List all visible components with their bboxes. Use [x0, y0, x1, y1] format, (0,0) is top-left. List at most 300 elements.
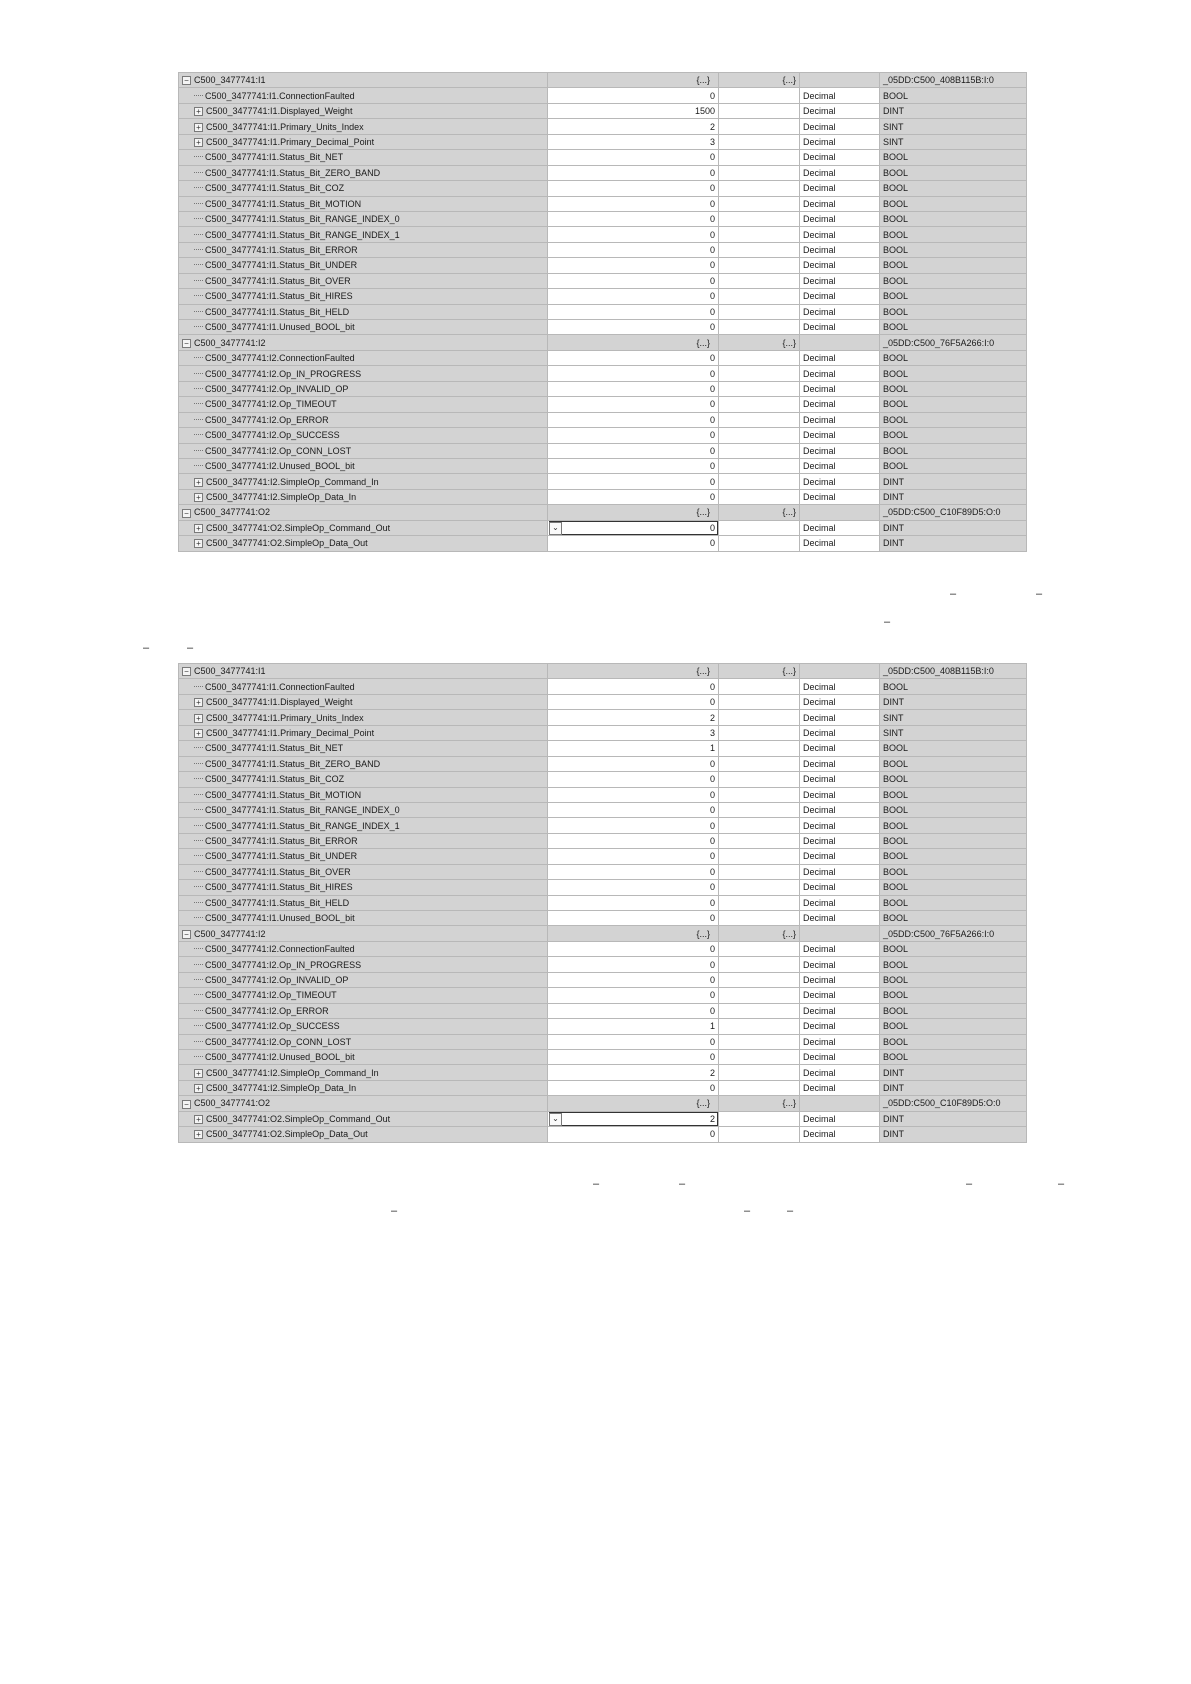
expand-icon[interactable]: + [194, 138, 203, 147]
tag-name-cell[interactable] [179, 196, 548, 211]
tag-value-cell[interactable] [548, 756, 719, 771]
expand-icon[interactable]: + [194, 698, 203, 707]
force-mask-cell[interactable] [719, 988, 800, 1003]
force-mask-cell[interactable] [719, 165, 800, 180]
tag-row[interactable] [179, 1034, 1027, 1049]
tag-row[interactable] [179, 150, 1027, 165]
display-style-cell[interactable]: Decimal [800, 895, 880, 910]
force-mask-cell[interactable] [719, 489, 800, 504]
display-style-cell[interactable]: Decimal [800, 941, 880, 956]
force-mask-cell[interactable]: {...} [719, 664, 800, 679]
display-style-cell[interactable]: Decimal [800, 818, 880, 833]
tag-row[interactable] [179, 1003, 1027, 1018]
force-mask-cell[interactable]: {...} [719, 505, 800, 520]
tag-value-cell[interactable] [548, 818, 719, 833]
expand-icon[interactable]: + [194, 1130, 203, 1139]
force-mask-cell[interactable] [719, 972, 800, 987]
display-style-cell[interactable]: Decimal [800, 474, 880, 489]
tag-row[interactable] [179, 941, 1027, 956]
tag-row[interactable] [179, 474, 1027, 489]
force-mask-cell[interactable] [719, 1080, 800, 1095]
tag-group-row[interactable] [179, 926, 1027, 941]
tag-value-cell[interactable] [548, 725, 719, 740]
tag-name-cell[interactable] [179, 428, 548, 443]
tag-name-cell[interactable] [179, 864, 548, 879]
tag-value-cell[interactable] [548, 88, 719, 103]
tag-row[interactable] [179, 134, 1027, 149]
tag-name-cell[interactable] [179, 957, 548, 972]
tag-name-cell[interactable] [179, 350, 548, 365]
tag-name-cell[interactable] [179, 756, 548, 771]
tag-row[interactable] [179, 458, 1027, 473]
tag-value-cell[interactable] [548, 165, 719, 180]
display-style-cell[interactable]: Decimal [800, 833, 880, 848]
tag-value-cell[interactable] [548, 489, 719, 504]
display-style-cell[interactable]: Decimal [800, 165, 880, 180]
tag-group-row[interactable] [179, 335, 1027, 350]
tag-value-cell[interactable] [548, 849, 719, 864]
tag-value-cell[interactable] [548, 428, 719, 443]
collapse-icon[interactable]: − [182, 1100, 191, 1109]
tag-row[interactable] [179, 242, 1027, 257]
tag-value-cell[interactable] [548, 505, 719, 520]
tag-value-cell[interactable] [548, 520, 719, 535]
tag-value-cell[interactable] [548, 412, 719, 427]
tag-row[interactable] [179, 833, 1027, 848]
tag-name-cell[interactable] [179, 1049, 548, 1064]
display-style-cell[interactable] [800, 335, 880, 350]
force-mask-cell[interactable] [719, 710, 800, 725]
tag-row[interactable] [179, 304, 1027, 319]
tag-value-cell[interactable] [548, 710, 719, 725]
force-mask-cell[interactable] [719, 304, 800, 319]
force-mask-cell[interactable] [719, 880, 800, 895]
tag-name-cell[interactable] [179, 926, 548, 941]
display-style-cell[interactable]: Decimal [800, 802, 880, 817]
force-mask-cell[interactable] [719, 957, 800, 972]
force-mask-cell[interactable] [719, 1049, 800, 1064]
display-style-cell[interactable]: Decimal [800, 443, 880, 458]
tag-row[interactable] [179, 895, 1027, 910]
force-mask-cell[interactable] [719, 895, 800, 910]
tag-group-row[interactable] [179, 1096, 1027, 1111]
tag-row[interactable] [179, 772, 1027, 787]
tag-row[interactable] [179, 227, 1027, 242]
collapse-icon[interactable]: − [182, 930, 191, 939]
tag-value-cell[interactable] [548, 320, 719, 335]
display-style-cell[interactable]: Decimal [800, 880, 880, 895]
display-style-cell[interactable]: Decimal [800, 258, 880, 273]
tag-value-cell[interactable] [548, 103, 719, 118]
tag-name-cell[interactable] [179, 988, 548, 1003]
tag-name-cell[interactable] [179, 849, 548, 864]
force-mask-cell[interactable] [719, 412, 800, 427]
force-mask-cell[interactable] [719, 381, 800, 396]
tag-value-cell[interactable] [548, 242, 719, 257]
tag-name-cell[interactable] [179, 710, 548, 725]
display-style-cell[interactable]: Decimal [800, 1111, 880, 1126]
tag-value-cell[interactable] [548, 335, 719, 350]
expand-icon[interactable]: + [194, 539, 203, 548]
display-style-cell[interactable]: Decimal [800, 428, 880, 443]
tag-value-cell[interactable] [548, 211, 719, 226]
dropdown-icon[interactable]: ⌄ [549, 1113, 562, 1126]
tag-value-cell[interactable] [548, 941, 719, 956]
force-mask-cell[interactable] [719, 1003, 800, 1018]
tag-name-cell[interactable] [179, 741, 548, 756]
display-style-cell[interactable]: Decimal [800, 520, 880, 535]
tag-row[interactable] [179, 818, 1027, 833]
tag-name-cell[interactable] [179, 88, 548, 103]
force-mask-cell[interactable] [719, 474, 800, 489]
display-style-cell[interactable]: Decimal [800, 756, 880, 771]
tag-name-cell[interactable] [179, 520, 548, 535]
force-mask-cell[interactable] [719, 196, 800, 211]
tag-row[interactable] [179, 756, 1027, 771]
tag-name-cell[interactable] [179, 320, 548, 335]
display-style-cell[interactable]: Decimal [800, 864, 880, 879]
dropdown-icon[interactable]: ⌄ [549, 522, 562, 535]
force-mask-cell[interactable] [719, 741, 800, 756]
display-style-cell[interactable] [800, 505, 880, 520]
collapse-icon[interactable]: − [182, 509, 191, 518]
display-style-cell[interactable]: Decimal [800, 741, 880, 756]
display-style-cell[interactable]: Decimal [800, 289, 880, 304]
tag-name-cell[interactable] [179, 458, 548, 473]
tag-value-cell[interactable] [548, 895, 719, 910]
force-mask-cell[interactable] [719, 520, 800, 535]
display-style-cell[interactable]: Decimal [800, 1034, 880, 1049]
tag-row[interactable] [179, 181, 1027, 196]
tag-row[interactable] [179, 489, 1027, 504]
force-mask-cell[interactable] [719, 1111, 800, 1126]
tag-value-cell[interactable] [548, 1080, 719, 1095]
force-mask-cell[interactable] [719, 289, 800, 304]
force-mask-cell[interactable] [719, 787, 800, 802]
tag-row[interactable] [179, 397, 1027, 412]
tag-name-cell[interactable] [179, 489, 548, 504]
force-mask-cell[interactable] [719, 397, 800, 412]
tag-name-cell[interactable] [179, 1034, 548, 1049]
tag-value-cell[interactable] [548, 273, 719, 288]
tag-name-cell[interactable] [179, 694, 548, 709]
tag-name-cell[interactable] [179, 1019, 548, 1034]
tag-value-cell[interactable] [548, 366, 719, 381]
display-style-cell[interactable]: Decimal [800, 849, 880, 864]
display-style-cell[interactable]: Decimal [800, 381, 880, 396]
tag-value-cell[interactable] [548, 833, 719, 848]
tag-row[interactable] [179, 536, 1027, 551]
force-mask-cell[interactable] [719, 350, 800, 365]
force-mask-cell[interactable] [719, 458, 800, 473]
display-style-cell[interactable]: Decimal [800, 350, 880, 365]
tag-name-cell[interactable] [179, 134, 548, 149]
force-mask-cell[interactable] [719, 802, 800, 817]
tag-value-cell[interactable] [548, 150, 719, 165]
tag-name-cell[interactable] [179, 1080, 548, 1095]
display-style-cell[interactable]: Decimal [800, 489, 880, 504]
expand-icon[interactable]: + [194, 1069, 203, 1078]
force-mask-cell[interactable] [719, 694, 800, 709]
tag-name-cell[interactable] [179, 304, 548, 319]
expand-icon[interactable]: + [194, 123, 203, 132]
display-style-cell[interactable] [800, 926, 880, 941]
tag-row[interactable] [179, 802, 1027, 817]
force-mask-cell[interactable] [719, 911, 800, 926]
display-style-cell[interactable]: Decimal [800, 1049, 880, 1064]
tag-value-cell[interactable] [548, 1127, 719, 1142]
tag-name-cell[interactable] [179, 833, 548, 848]
tag-value-cell[interactable] [548, 350, 719, 365]
tag-name-cell[interactable] [179, 880, 548, 895]
tag-name-cell[interactable] [179, 664, 548, 679]
tag-row[interactable] [179, 1049, 1027, 1064]
tag-row[interactable] [179, 972, 1027, 987]
tag-name-cell[interactable] [179, 1096, 548, 1111]
tag-name-cell[interactable] [179, 787, 548, 802]
tag-name-cell[interactable] [179, 242, 548, 257]
tag-row[interactable] [179, 103, 1027, 118]
force-mask-cell[interactable] [719, 849, 800, 864]
tag-name-cell[interactable] [179, 119, 548, 134]
tag-name-cell[interactable] [179, 1003, 548, 1018]
tag-value-cell[interactable] [548, 258, 719, 273]
tag-value-cell[interactable] [548, 741, 719, 756]
display-style-cell[interactable]: Decimal [800, 710, 880, 725]
display-style-cell[interactable]: Decimal [800, 196, 880, 211]
tag-row[interactable] [179, 443, 1027, 458]
tag-value-cell[interactable] [548, 1096, 719, 1111]
tag-name-cell[interactable] [179, 381, 548, 396]
force-mask-cell[interactable] [719, 428, 800, 443]
collapse-icon[interactable]: − [182, 339, 191, 348]
tag-value-cell[interactable] [548, 772, 719, 787]
display-style-cell[interactable]: Decimal [800, 273, 880, 288]
tag-name-cell[interactable] [179, 802, 548, 817]
tag-row[interactable] [179, 1127, 1027, 1142]
tag-value-cell[interactable] [548, 1065, 719, 1080]
display-style-cell[interactable] [800, 664, 880, 679]
expand-icon[interactable]: + [194, 107, 203, 116]
display-style-cell[interactable]: Decimal [800, 679, 880, 694]
display-style-cell[interactable]: Decimal [800, 1065, 880, 1080]
tag-value-cell[interactable] [548, 972, 719, 987]
tag-row[interactable] [179, 289, 1027, 304]
expand-icon[interactable]: + [194, 1115, 203, 1124]
display-style-cell[interactable]: Decimal [800, 304, 880, 319]
tag-name-cell[interactable] [179, 1111, 548, 1126]
tag-group-row[interactable] [179, 505, 1027, 520]
tag-value-cell[interactable] [548, 679, 719, 694]
force-mask-cell[interactable] [719, 320, 800, 335]
tag-row[interactable] [179, 211, 1027, 226]
force-mask-cell[interactable]: {...} [719, 1096, 800, 1111]
tag-name-cell[interactable] [179, 258, 548, 273]
tag-name-cell[interactable] [179, 412, 548, 427]
tag-value-cell[interactable] [548, 880, 719, 895]
tag-row[interactable] [179, 725, 1027, 740]
tag-name-cell[interactable] [179, 972, 548, 987]
display-style-cell[interactable]: Decimal [800, 103, 880, 118]
display-style-cell[interactable]: Decimal [800, 366, 880, 381]
collapse-icon[interactable]: − [182, 667, 191, 676]
tag-value-cell[interactable] [548, 1111, 719, 1126]
tag-row[interactable] [179, 273, 1027, 288]
display-style-cell[interactable]: Decimal [800, 88, 880, 103]
tag-value-cell[interactable] [548, 1003, 719, 1018]
tag-name-cell[interactable] [179, 181, 548, 196]
tag-name-cell[interactable] [179, 397, 548, 412]
tag-row[interactable] [179, 119, 1027, 134]
display-style-cell[interactable]: Decimal [800, 227, 880, 242]
force-mask-cell[interactable] [719, 1065, 800, 1080]
display-style-cell[interactable]: Decimal [800, 320, 880, 335]
display-style-cell[interactable]: Decimal [800, 1019, 880, 1034]
tag-row[interactable] [179, 428, 1027, 443]
force-mask-cell[interactable] [719, 536, 800, 551]
tag-row[interactable] [179, 1065, 1027, 1080]
tag-row[interactable] [179, 741, 1027, 756]
tag-row[interactable] [179, 1019, 1027, 1034]
force-mask-cell[interactable] [719, 273, 800, 288]
force-mask-cell[interactable]: {...} [719, 335, 800, 350]
tag-value-cell[interactable] [548, 911, 719, 926]
force-mask-cell[interactable] [719, 181, 800, 196]
force-mask-cell[interactable] [719, 211, 800, 226]
force-mask-cell[interactable] [719, 1034, 800, 1049]
force-mask-cell[interactable] [719, 725, 800, 740]
display-style-cell[interactable]: Decimal [800, 211, 880, 226]
expand-icon[interactable]: + [194, 729, 203, 738]
display-style-cell[interactable]: Decimal [800, 725, 880, 740]
tag-row[interactable] [179, 710, 1027, 725]
tag-row[interactable] [179, 88, 1027, 103]
display-style-cell[interactable]: Decimal [800, 242, 880, 257]
tag-group-row[interactable] [179, 73, 1027, 88]
force-mask-cell[interactable] [719, 1019, 800, 1034]
display-style-cell[interactable]: Decimal [800, 536, 880, 551]
force-mask-cell[interactable] [719, 88, 800, 103]
tag-name-cell[interactable] [179, 103, 548, 118]
force-mask-cell[interactable] [719, 1127, 800, 1142]
display-style-cell[interactable]: Decimal [800, 972, 880, 987]
tag-name-cell[interactable] [179, 941, 548, 956]
force-mask-cell[interactable] [719, 941, 800, 956]
tag-name-cell[interactable] [179, 725, 548, 740]
force-mask-cell[interactable] [719, 103, 800, 118]
tag-value-cell[interactable] [548, 1049, 719, 1064]
tag-value-cell[interactable] [548, 988, 719, 1003]
display-style-cell[interactable]: Decimal [800, 957, 880, 972]
expand-icon[interactable]: + [194, 478, 203, 487]
display-style-cell[interactable]: Decimal [800, 772, 880, 787]
tag-value-cell[interactable] [548, 787, 719, 802]
tag-name-cell[interactable] [179, 1127, 548, 1142]
tag-name-cell[interactable] [179, 679, 548, 694]
tag-row[interactable] [179, 957, 1027, 972]
expand-icon[interactable]: + [194, 1084, 203, 1093]
tag-row[interactable] [179, 849, 1027, 864]
display-style-cell[interactable]: Decimal [800, 787, 880, 802]
tag-value-cell[interactable] [548, 443, 719, 458]
force-mask-cell[interactable]: {...} [719, 73, 800, 88]
tag-value-cell[interactable] [548, 957, 719, 972]
tag-name-cell[interactable] [179, 227, 548, 242]
display-style-cell[interactable]: Decimal [800, 1127, 880, 1142]
force-mask-cell[interactable] [719, 242, 800, 257]
tag-name-cell[interactable] [179, 273, 548, 288]
tag-name-cell[interactable] [179, 474, 548, 489]
tag-value-cell[interactable] [548, 227, 719, 242]
tag-name-cell[interactable] [179, 772, 548, 787]
display-style-cell[interactable]: Decimal [800, 458, 880, 473]
tag-value-cell[interactable] [548, 397, 719, 412]
tag-row[interactable] [179, 350, 1027, 365]
tag-value-cell[interactable] [548, 694, 719, 709]
tag-value-cell[interactable] [548, 304, 719, 319]
tag-value-cell[interactable] [548, 181, 719, 196]
display-style-cell[interactable]: Decimal [800, 181, 880, 196]
display-style-cell[interactable]: Decimal [800, 988, 880, 1003]
force-mask-cell[interactable] [719, 818, 800, 833]
force-mask-cell[interactable] [719, 227, 800, 242]
display-style-cell[interactable] [800, 1096, 880, 1111]
force-mask-cell[interactable] [719, 443, 800, 458]
tag-row[interactable] [179, 320, 1027, 335]
tag-name-cell[interactable] [179, 1065, 548, 1080]
tag-name-cell[interactable] [179, 911, 548, 926]
tag-name-cell[interactable] [179, 366, 548, 381]
tag-row[interactable] [179, 412, 1027, 427]
tag-name-cell[interactable] [179, 505, 548, 520]
force-mask-cell[interactable] [719, 119, 800, 134]
tag-name-cell[interactable] [179, 165, 548, 180]
tag-value-cell[interactable] [548, 289, 719, 304]
tag-value-cell[interactable] [548, 196, 719, 211]
tag-row[interactable] [179, 258, 1027, 273]
expand-icon[interactable]: + [194, 524, 203, 533]
tag-row[interactable] [179, 988, 1027, 1003]
force-mask-cell[interactable] [719, 833, 800, 848]
tag-name-cell[interactable] [179, 818, 548, 833]
force-mask-cell[interactable] [719, 258, 800, 273]
force-mask-cell[interactable]: {...} [719, 926, 800, 941]
display-style-cell[interactable]: Decimal [800, 397, 880, 412]
tag-value-cell[interactable] [548, 73, 719, 88]
tag-group-row[interactable] [179, 664, 1027, 679]
tag-row[interactable] [179, 880, 1027, 895]
display-style-cell[interactable]: Decimal [800, 1003, 880, 1018]
tag-row[interactable] [179, 1080, 1027, 1095]
display-style-cell[interactable] [800, 73, 880, 88]
tag-value-cell[interactable] [548, 926, 719, 941]
tag-row[interactable] [179, 366, 1027, 381]
tag-name-cell[interactable] [179, 211, 548, 226]
tag-value-cell[interactable] [548, 1034, 719, 1049]
tag-row[interactable] [179, 787, 1027, 802]
tag-name-cell[interactable] [179, 73, 548, 88]
force-mask-cell[interactable] [719, 772, 800, 787]
tag-row[interactable] [179, 679, 1027, 694]
display-style-cell[interactable]: Decimal [800, 150, 880, 165]
tag-row[interactable] [179, 911, 1027, 926]
tag-row[interactable] [179, 864, 1027, 879]
tag-name-cell[interactable] [179, 150, 548, 165]
force-mask-cell[interactable] [719, 864, 800, 879]
tag-row[interactable] [179, 1111, 1027, 1126]
tag-value-cell[interactable] [548, 536, 719, 551]
tag-value-cell[interactable] [548, 802, 719, 817]
